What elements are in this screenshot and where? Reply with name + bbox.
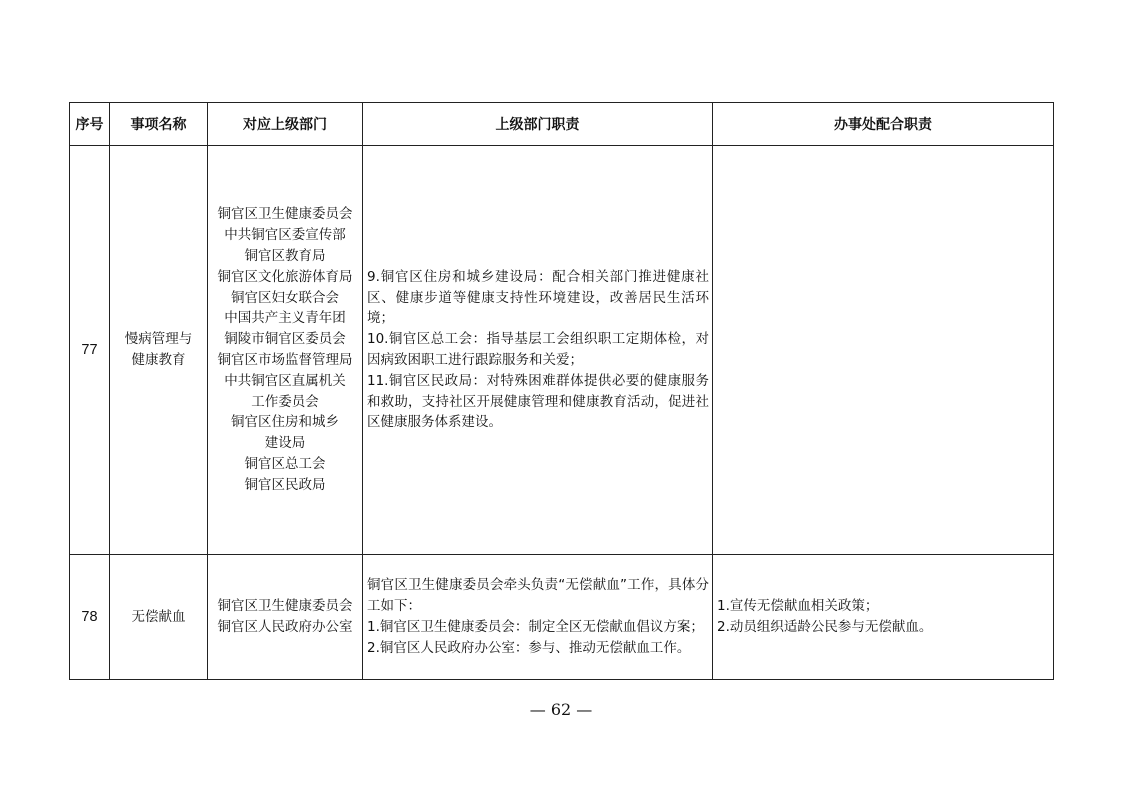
department-line: 铜官区文化旅游体育局 — [217, 268, 353, 285]
office-duty-line: 1.宣传无偿献血相关政策； — [717, 598, 879, 615]
department-line: 铜官区卫生健康委员会 — [217, 206, 353, 223]
department-line: 工作委员会 — [251, 393, 319, 410]
department-line: 铜官区教育局 — [244, 248, 326, 265]
office-duty-line: 2.动员组织适龄公民参与无偿献血。 — [717, 619, 933, 635]
row-department-duties — [363, 146, 713, 555]
item-name-line: 无偿献血 — [131, 608, 186, 625]
row-office-duties — [713, 146, 1054, 555]
row-departments — [208, 555, 363, 680]
department-line: 中国共产主义青年团 — [224, 310, 346, 327]
duty-paragraph: 铜官区卫生健康委员会牵头负责“无偿献血”工作，具体分工如下： — [367, 577, 709, 615]
item-name-line: 健康教育 — [131, 352, 186, 368]
duty-paragraph: 1.铜官区卫生健康委员会：制定全区无偿献血倡议方案； — [367, 619, 704, 635]
header-department-duty: 上级部门职责 — [363, 103, 713, 146]
duty-paragraph: 2.铜官区人民政府办公室：参与、推动无偿献血工作。 — [367, 639, 691, 656]
department-line: 铜官区卫生健康委员会 — [217, 598, 353, 615]
row-department-duties — [363, 555, 713, 680]
item-name-line: 慢病管理与 — [124, 331, 193, 348]
table-header-row — [70, 103, 1054, 146]
row-serial: 78 — [70, 555, 110, 680]
department-line: 中共铜官区委宣传部 — [224, 227, 346, 244]
header-item-name: 事项名称 — [110, 103, 208, 146]
row-office-duties — [713, 555, 1054, 680]
department-line: 铜官区民政局 — [244, 476, 326, 493]
header-office-duty: 办事处配合职责 — [713, 103, 1054, 146]
department-line: 中共铜官区直属机关 — [224, 372, 346, 389]
department-line: 建设局 — [264, 435, 306, 452]
row-departments — [208, 146, 363, 555]
department-line: 铜官区市场监督管理局 — [217, 352, 353, 368]
row-serial: 77 — [70, 146, 110, 555]
row-item-name — [110, 555, 208, 680]
responsibility-table — [69, 102, 1054, 680]
department-line: 铜官区妇女联合会 — [231, 289, 339, 306]
duty-paragraph: 11.铜官区民政局：对特殊困难群体提供必要的健康服务和救助，支持社区开展健康管理和健康教育活动，促进社区健康服务体系建设。 — [367, 372, 709, 431]
table-row — [70, 146, 1054, 555]
department-line: 铜官区总工会 — [244, 455, 326, 472]
department-line: 铜官区人民政府办公室 — [217, 619, 353, 635]
duty-paragraph: 9.铜官区住房和城乡建设局：配合相关部门推进健康社区、健康步道等健康支持性环境建设，改善居民生活环境； — [367, 268, 709, 327]
page-number: — 62 — — [529, 700, 593, 719]
header-serial: 序号 — [70, 103, 110, 146]
header-department: 对应上级部门 — [208, 103, 363, 146]
duty-paragraph: 10.铜官区总工会：指导基层工会组织职工定期体检，对因病致困职工进行跟踪服务和关爱； — [367, 331, 709, 368]
department-line: 铜官区住房和城乡 — [231, 414, 339, 431]
row-item-name — [110, 146, 208, 555]
department-line: 铜陵市铜官区委员会 — [224, 331, 346, 348]
table-row — [70, 555, 1054, 680]
